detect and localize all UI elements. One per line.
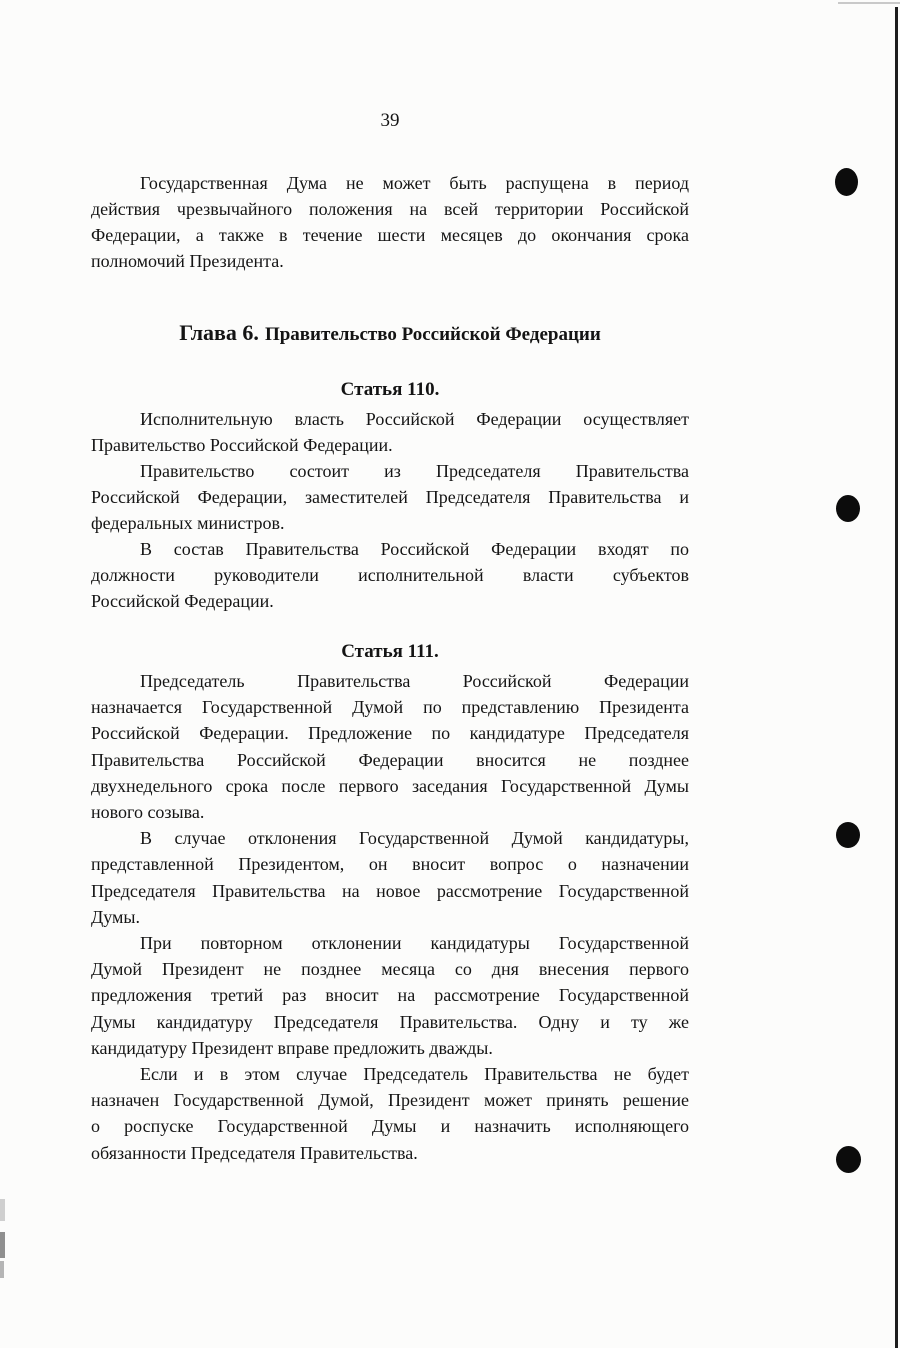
text-line: Федерации, а также в течение шести месяцев до окончания срока — [91, 225, 689, 245]
text-line: Исполнительную власть Российской Федерации осуществляет — [140, 409, 689, 429]
text-line: Российской Федерации, заместителей Председателя Правительства и — [91, 487, 689, 507]
text-line: двухнедельного срока после первого заседания Государственной Думы — [91, 775, 689, 796]
text-line: федеральных министров. — [91, 513, 285, 533]
scan-smudge — [0, 1199, 5, 1221]
text-line: кандидатуру Президент вправе предложить дважды. — [91, 1037, 493, 1058]
chapter-number-label: Глава 6. — [179, 320, 259, 345]
article-111-body — [91, 668, 689, 1166]
text-line: Правительство состоит из Председателя Правительства — [140, 461, 689, 481]
text-line: В случае отклонения Государственной Думой кандидатуры, — [140, 828, 689, 849]
punch-hole-mark — [835, 168, 858, 196]
text-line: о роспуске Государственной Думы и назначить исполняющего — [91, 1116, 689, 1137]
text-line: Председатель Правительства Российской Федерации — [140, 671, 689, 691]
text-line: обязанности Председателя Правительства. — [91, 1142, 418, 1163]
article-110-title: Статья 110. — [340, 379, 440, 400]
intro-paragraph — [91, 170, 689, 274]
chapter-heading — [91, 320, 689, 346]
scan-smudge — [0, 1261, 4, 1278]
chapter-title: Правительство Российской Федерации — [264, 324, 601, 345]
article-110-body — [91, 406, 689, 614]
text-line: предложения третий раз вносит на рассмотрение Государственной — [91, 985, 689, 1006]
text-line: Думы кандидатуру Председателя Правительства. Одну и ту же — [91, 1011, 689, 1032]
article-111-title: Статья 111. — [341, 641, 439, 662]
page-number: 39 — [380, 110, 400, 131]
text-line: Правительства Российской Федерации вносится не позднее — [91, 749, 689, 770]
text-line: Думой Президент не позднее месяца со дня внесения первого — [91, 959, 689, 980]
punch-hole-mark — [836, 1146, 861, 1173]
text-line: действия чрезвычайного положения на всей территории Российской — [91, 199, 689, 219]
text-line: должности руководители исполнительной власти субъектов — [91, 565, 689, 585]
text-line: В состав Правительства Российской Федерации входят по — [140, 539, 689, 559]
scan-smudge — [0, 1232, 5, 1258]
scan-edge-artifact — [838, 2, 900, 4]
text-line: Председателя Правительства на новое рассмотрение Государственной — [91, 880, 689, 901]
text-line: назначается Государственной Думой по представлению Президента — [91, 697, 689, 718]
text-line: При повторном отклонении кандидатуры Государственной — [140, 933, 689, 954]
punch-hole-mark — [836, 495, 860, 522]
scan-edge-line — [895, 7, 898, 1348]
text-line: Если и в этом случае Председатель Правительства не будет — [140, 1064, 689, 1085]
text-line: Государственная Дума не может быть распущена в период — [140, 173, 689, 193]
text-line: полномочий Президента. — [91, 251, 284, 271]
text-line: Правительство Российской Федерации. — [91, 435, 393, 455]
text-line: представленной Президентом, он вносит вопрос о назначении — [91, 854, 689, 875]
text-line: назначен Государственной Думой, Президент может принять решение — [91, 1090, 689, 1111]
text-line: нового созыва. — [91, 802, 205, 823]
punch-hole-mark — [836, 822, 860, 848]
text-line: Думы. — [91, 906, 141, 927]
text-line: Российской Федерации. — [91, 591, 274, 611]
text-line: Российской Федерации. Предложение по кандидатуре Председателя — [91, 723, 689, 744]
